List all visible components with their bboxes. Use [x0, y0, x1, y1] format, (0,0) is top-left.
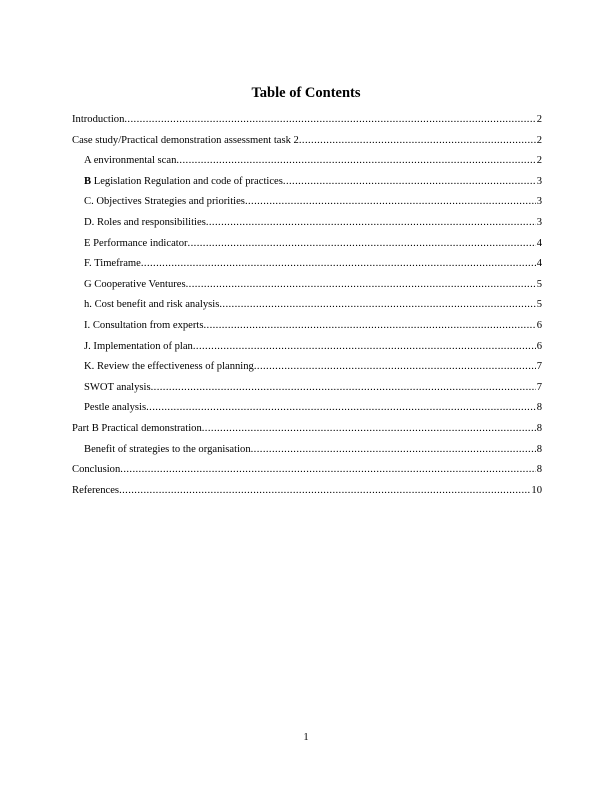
dot-leader: [254, 361, 536, 373]
toc-heading: Table of Contents: [251, 85, 361, 101]
dot-leader: [188, 238, 536, 250]
dot-leader: [202, 423, 536, 435]
toc-entry-label: D. Roles and responsibilities: [84, 216, 206, 228]
toc-entry-page: 5: [536, 278, 542, 290]
toc-entry-part-b[interactable]: [72, 423, 542, 444]
dot-leader: [186, 279, 536, 291]
toc-entry-label: Part B Practical demonstration: [72, 422, 202, 434]
dot-leader: [176, 155, 536, 167]
toc-entry-page: 6: [536, 319, 542, 331]
dot-leader: [119, 485, 531, 497]
toc-entry-label: Pestle analysis: [84, 402, 147, 414]
toc-entry-label: F. Timeframe: [84, 258, 141, 270]
toc-entry-label: G Cooperative Ventures: [84, 278, 186, 290]
toc-entry-label: I. Consultation from experts: [84, 319, 204, 331]
toc-entry-label: SWOT analysis: [84, 381, 151, 393]
toc-entry-page: 2: [536, 155, 542, 167]
dot-leader: [120, 464, 536, 476]
toc-entry-conclusion[interactable]: [72, 464, 542, 485]
footer-page-number: 1: [303, 732, 309, 743]
dot-leader: [193, 341, 536, 353]
toc-entry-page: 8: [536, 402, 542, 414]
toc-entry-page: 7: [536, 381, 542, 393]
toc-entry-legislation[interactable]: [72, 176, 542, 197]
table-of-contents: [72, 114, 542, 505]
toc-entry-label: Conclusion: [72, 464, 121, 476]
toc-entry-page: 6: [536, 340, 542, 352]
dot-leader: [124, 114, 536, 126]
toc-entry-cost-benefit[interactable]: [72, 299, 542, 320]
toc-entry-label: h. Cost benefit and risk analysis: [84, 299, 220, 311]
toc-entry-roles[interactable]: [72, 217, 542, 238]
toc-entry-benefit-strategies[interactable]: [72, 444, 542, 465]
toc-entry-label: A environmental scan: [84, 155, 177, 167]
toc-entry-implementation[interactable]: [72, 341, 542, 362]
dot-leader: [245, 196, 536, 208]
toc-entry-label: J. Implementation of plan: [84, 340, 193, 352]
toc-entry-references[interactable]: [72, 485, 542, 506]
toc-entry-consultation[interactable]: [72, 320, 542, 341]
toc-entry-objectives[interactable]: [72, 196, 542, 217]
toc-entry-label: Introduction: [72, 114, 125, 125]
toc-entry-label: E Performance indicator: [84, 237, 188, 249]
toc-entry-performance-indicator[interactable]: [72, 238, 542, 259]
toc-entry-page: 2: [536, 114, 542, 125]
toc-entry-page: 5: [536, 299, 542, 311]
toc-entry-label: K. Review the effectiveness of planning: [84, 361, 254, 373]
toc-entry-label: [84, 176, 283, 188]
toc-entry-pestle-analysis[interactable]: [72, 402, 542, 423]
toc-entry-swot-analysis[interactable]: [72, 382, 542, 403]
dot-leader: [146, 402, 536, 414]
toc-entry-label: C. Objectives Strategies and priorities: [84, 196, 245, 208]
toc-entry-page: 3: [536, 216, 542, 228]
toc-entry-page: 8: [536, 443, 542, 455]
toc-entry-page: 8: [536, 464, 542, 476]
toc-entry-page: 3: [536, 196, 542, 208]
dot-leader: [251, 444, 536, 456]
toc-entry-label-rest: Legislation Regulation and code of practices: [91, 175, 283, 187]
toc-entry-cooperative-ventures[interactable]: [72, 279, 542, 300]
dot-leader: [283, 176, 536, 188]
toc-entry-case-study[interactable]: [72, 135, 542, 156]
dot-leader: [151, 382, 536, 394]
dot-leader: [299, 135, 536, 147]
toc-entry-page: 2: [536, 134, 542, 146]
dot-leader: [203, 320, 536, 332]
toc-entry-page: 8: [536, 422, 542, 434]
toc-entry-review-effectiveness[interactable]: [72, 361, 542, 382]
dot-leader: [206, 217, 536, 229]
toc-entry-prefix: B: [84, 175, 92, 187]
toc-entry-page: 4: [536, 237, 542, 249]
dot-leader: [141, 258, 536, 270]
toc-entry-environmental-scan[interactable]: [72, 155, 542, 176]
toc-entry-label: References: [72, 484, 120, 496]
toc-entry-label: Benefit of strategies to the organisation: [84, 443, 251, 455]
dot-leader: [219, 299, 536, 311]
toc-entry-label: Case study/Practical demonstration assessment task 2: [72, 134, 299, 146]
toc-entry-page: 7: [536, 361, 542, 373]
toc-entry-introduction[interactable]: [72, 114, 542, 135]
toc-entry-timeframe[interactable]: [72, 258, 542, 279]
toc-entry-page: 4: [536, 258, 542, 270]
toc-entry-page: 3: [536, 175, 542, 187]
toc-entry-page: 10: [531, 484, 542, 496]
